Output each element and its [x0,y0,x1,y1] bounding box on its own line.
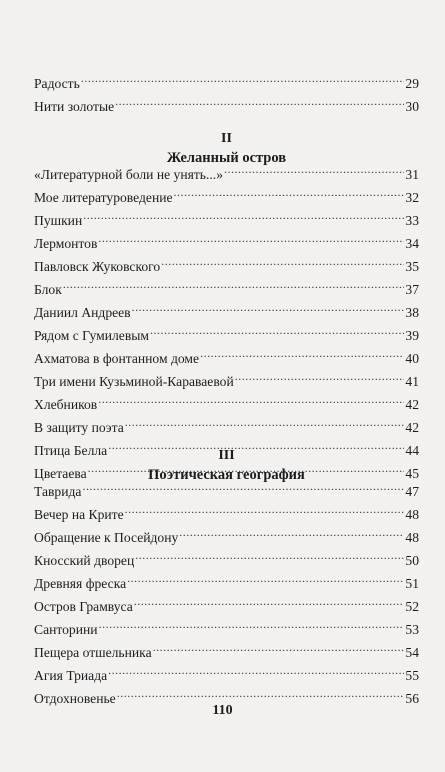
toc-entry [34,301,419,324]
toc-entry [34,232,419,255]
toc-entry [34,324,419,347]
entry-page-number: 55 [405,668,419,683]
dot-leader [115,97,404,111]
dot-leader [179,528,404,542]
entry-page-number: 53 [405,622,419,637]
dot-leader [82,482,404,496]
dot-leader [161,257,404,271]
entry-page-number: 48 [405,530,419,545]
entry-title: Остров Грамвуса [34,599,133,614]
toc-entry [34,186,419,209]
toc-entry [34,347,419,370]
toc-entry [34,572,419,595]
entry-title: Пещера отшельника [34,645,152,660]
entry-title: Цветаева [34,466,87,481]
entry-title: Нити золотые [34,99,115,114]
toc-entry [34,72,419,95]
entry-title: Птица Белла [34,443,108,458]
entry-title: Рядом с Гумилевым [34,328,149,343]
toc-entry [34,393,419,416]
dot-leader [235,372,405,386]
entry-title: Древняя фреска [34,576,127,591]
entry-title: Лермонтов [34,236,98,251]
entry-title: Блок [34,282,62,297]
entry-page-number: 56 [405,691,419,706]
section-title: Поэтическая география [148,467,305,483]
entry-title: «Литературной боли не унять...» [34,167,223,182]
entry-title: Вечер на Крите [34,507,124,522]
entry-page-number: 31 [405,167,419,182]
dot-leader [135,551,404,565]
toc-entry [34,526,419,549]
entry-page-number: 38 [405,305,419,320]
toc-entry [34,503,419,526]
toc-entry [34,549,419,572]
dot-leader [174,188,405,202]
dot-leader [132,303,405,317]
entry-title: Санторини [34,622,98,637]
entry-page-number: 29 [405,76,419,91]
dot-leader [153,643,405,657]
page-number-folio: 110 [212,703,233,718]
section-numeral: III [218,448,235,463]
toc-entry [34,163,419,186]
entry-title: Таврида [34,484,82,499]
entry-page-number: 39 [405,328,419,343]
entry-page-number: 35 [405,259,419,274]
toc-entry [34,595,419,618]
toc-entry [34,416,419,439]
entry-page-number: 44 [405,443,419,458]
toc-entry [34,209,419,232]
entry-page-number: 48 [405,507,419,522]
dot-leader [63,280,405,294]
toc-entry [34,255,419,278]
dot-leader [98,234,404,248]
entry-page-number: 30 [405,99,419,114]
entry-title: Агия Триада [34,668,108,683]
entry-page-number: 42 [405,397,419,412]
entry-title: Радость [34,76,80,91]
section-numeral: II [221,131,232,146]
dot-leader [224,165,404,179]
dot-leader [200,349,404,363]
entry-title: Кносский дворец [34,553,135,568]
entry-page-number: 37 [405,282,419,297]
entry-title: Ахматова в фонтанном доме [34,351,200,366]
toc-entry [34,664,419,687]
toc-top-entries [34,72,419,118]
entry-title: В защиту поэта [34,420,124,435]
entry-title: Даниил Андреев [34,305,131,320]
entry-page-number: 32 [405,190,419,205]
entry-title: Обращение к Посейдону [34,530,179,545]
entry-title: Мое литературоведение [34,190,173,205]
dot-leader [125,418,405,432]
entry-page-number: 42 [405,420,419,435]
toc-entry [34,480,419,503]
dot-leader [125,505,405,519]
entry-page-number: 34 [405,236,419,251]
entry-title: Хлебников [34,397,98,412]
entry-page-number: 50 [405,553,419,568]
dot-leader [150,326,404,340]
toc-section-3 [34,480,419,710]
entry-page-number: 54 [405,645,419,660]
dot-leader [127,574,404,588]
entry-title: Пушкин [34,213,83,228]
dot-leader [83,211,404,225]
toc-entry [34,95,419,118]
entry-title: Павловск Жуковского [34,259,161,274]
entry-page-number: 51 [405,576,419,591]
entry-page-number: 52 [405,599,419,614]
entry-page-number: 33 [405,213,419,228]
entry-page-number: 41 [405,374,419,389]
toc-entry [34,618,419,641]
entry-page-number: 45 [405,466,419,481]
entry-title: Три имени Кузьминой-Караваевой [34,374,234,389]
dot-leader [98,395,404,409]
dot-leader [81,74,405,88]
dot-leader [134,597,405,611]
toc-section-2 [34,163,419,485]
entry-page-number: 40 [405,351,419,366]
dot-leader [117,689,405,703]
toc-entry [34,370,419,393]
entry-title: Отдохновенье [34,691,116,706]
section-title: Желанный остров [166,150,287,166]
toc-entry [34,641,419,664]
dot-leader [99,620,405,634]
dot-leader [108,666,404,680]
toc-entry [34,278,419,301]
entry-page-number: 47 [405,484,419,499]
